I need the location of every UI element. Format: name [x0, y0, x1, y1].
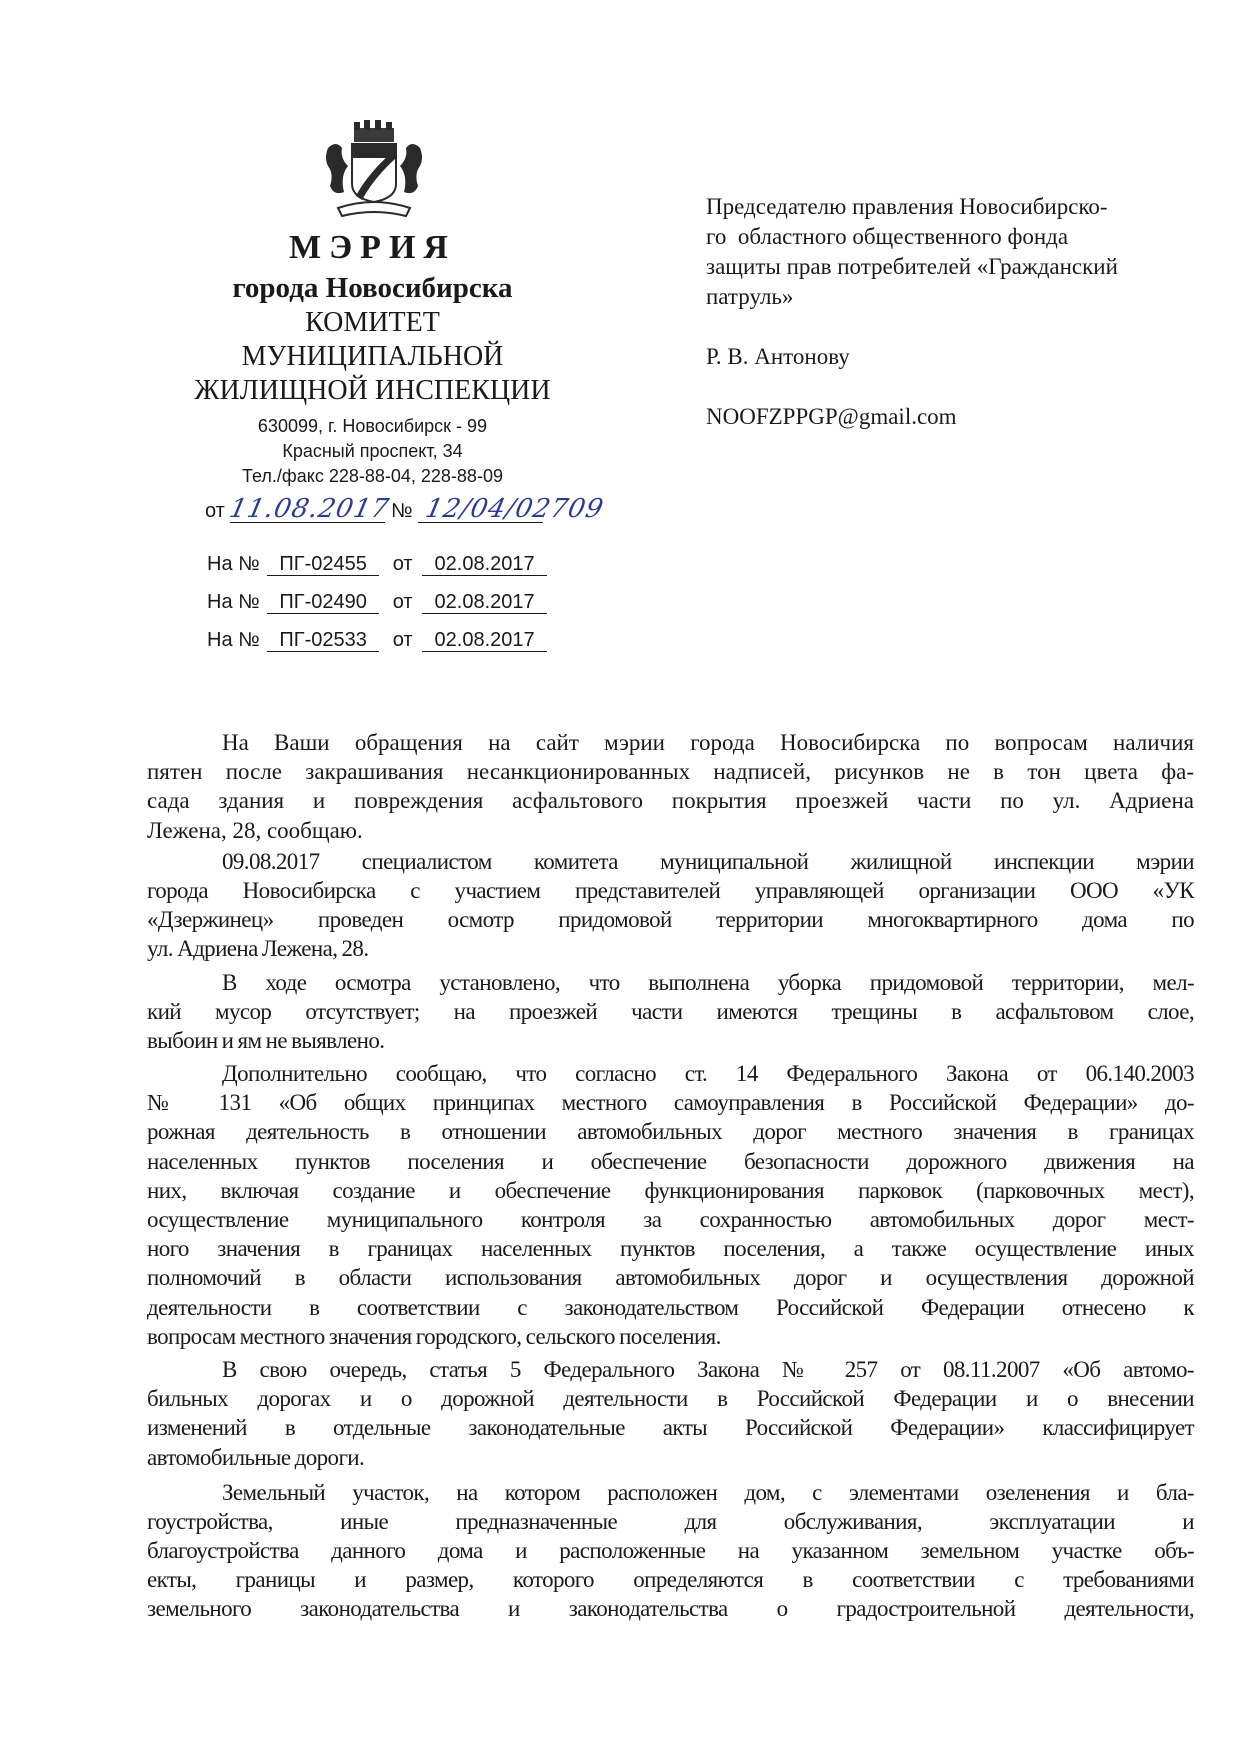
reference-number: ПГ-02533	[267, 629, 379, 652]
body-text-line: деятельности в соответствии с законодательством Российской Федерации отнесено к	[147, 1294, 1194, 1320]
outgoing-number-field	[418, 494, 607, 524]
reference-row	[207, 591, 547, 614]
body-text-line: екты, границы и размер, которого определяются в соответствии с требованиями	[147, 1567, 1194, 1593]
paragraph-first-line: 09.08.2017 специалистом комитета муниципальной жилищной инспекции мэрии	[222, 848, 1194, 874]
coat-of-arms-emblem	[318, 118, 430, 230]
addressee-line: патруль»	[706, 284, 794, 309]
letter-body	[147, 728, 1194, 1624]
body-text-line: города Новосибирска с участием представителей управляющей организации ООО «УК	[147, 877, 1194, 903]
reference-label: На №	[207, 591, 260, 613]
body-text-line: ного значения в границах населенных пунктов поселения, а также осуществление иных	[147, 1236, 1194, 1262]
body-text-line: полномочий в области использования автомобильных дорог и осуществления дорожной	[147, 1265, 1194, 1291]
addressee-block	[706, 192, 1206, 432]
handwritten-number: 12/04/02709	[422, 494, 607, 524]
reference-number: ПГ-02490	[267, 591, 379, 614]
body-text-line: пятен после закрашивания несанкционированных надписей, рисунков не в тон цвета фа-	[147, 759, 1194, 785]
addressee-email[interactable]: NOOFZPPGP@gmail.com	[706, 404, 957, 429]
body-text-line: них, включая создание и обеспечение функционирования парковок (парковочных мест),	[147, 1177, 1194, 1203]
addressee-line: защиты прав потребителей «Гражданский	[706, 254, 1118, 279]
body-text-line: «Дзержинец» проведен осмотр придомовой территории многоквартирного дома по	[147, 907, 1194, 933]
reference-from-label: от	[392, 591, 413, 613]
reference-date: 02.08.2017	[422, 629, 547, 652]
committee-line: МУНИЦИПАЛЬНОЙ	[241, 341, 504, 372]
outgoing-date-field	[227, 494, 393, 524]
body-text-line: осуществление муниципального контроля за сохранностью автомобильных дорог мест-	[147, 1207, 1194, 1232]
outgoing-number-row	[205, 494, 607, 524]
paragraph-first-line: Земельный участок, на котором расположен дом, с элементами озеленения и бла-	[222, 1479, 1194, 1505]
reference-date: 02.08.2017	[422, 553, 547, 576]
address-line: 630099, г. Новосибирск - 99	[257, 416, 488, 436]
address-line: Красный проспект, 34	[282, 441, 463, 461]
body-text-line: вопросам местного значения городского, сельского поселения.	[147, 1323, 721, 1349]
body-text-line: выбоин и ям не выявлено.	[147, 1027, 385, 1053]
mayor-office-title: МЭРИЯ	[289, 229, 456, 266]
paragraph-first-line: В свою очередь, статья 5 Федерального Закона № 257 от 08.11.2007 «Об автомо-	[222, 1356, 1194, 1382]
committee-line: КОМИТЕТ	[305, 307, 440, 338]
reference-label: На №	[207, 553, 260, 575]
phone-line: Тел./факс 228-88-04, 228-88-09	[242, 466, 503, 486]
body-text-line: земельного законодательства и законодательства о градостроительной деятельности,	[147, 1596, 1194, 1622]
body-text-line: благоустройства данного дома и расположенные на указанном земельном участке объ-	[147, 1538, 1194, 1564]
body-text-line: гоустройства, иные предназначенные для обслуживания, эксплуатации и	[147, 1508, 1194, 1534]
body-text-line: № 131 «Об общих принципах местного самоуправления в Российской Федерации» до-	[147, 1090, 1194, 1116]
reference-row	[207, 629, 547, 652]
body-text-line: изменений в отдельные законодательные акты Российской Федерации» классифицирует	[147, 1415, 1194, 1441]
reference-number: ПГ-02455	[267, 553, 379, 576]
paragraph-first-line: На Ваши обращения на сайт мэрии города Новосибирска по вопросам наличия	[222, 730, 1194, 755]
addressee-name: Р. В. Антонову	[706, 344, 850, 369]
body-text-line: кий мусор отсутствует; на проезжей части имеются трещины в асфальтовом слое,	[147, 998, 1194, 1024]
body-text-line: Лежена, 28, сообщаю.	[147, 817, 363, 843]
body-text-line: автомобильные дороги.	[147, 1444, 365, 1470]
body-text-line: населенных пунктов поселения и обеспечение безопасности дорожного движения на	[147, 1148, 1194, 1174]
addressee-line: го областного общественного фонда	[706, 224, 1069, 249]
number-label: №	[390, 500, 413, 522]
handwritten-date: 11.08.2017	[227, 494, 393, 524]
reference-label: На №	[207, 629, 260, 651]
paragraph-first-line: В ходе осмотра установлено, что выполнена уборка придомовой территории, мел-	[222, 969, 1194, 995]
committee-name	[150, 306, 595, 408]
body-text-line: сада здания и повреждения асфальтового покрытия проезжей части по ул. Адриена	[147, 788, 1194, 814]
body-text-line: ул. Адриена Лежена, 28.	[147, 936, 369, 962]
from-label: от	[205, 500, 225, 522]
reference-from-label: от	[392, 629, 413, 651]
reference-from-label: от	[392, 553, 413, 575]
paragraph-first-line: Дополнительно сообщаю, что согласно ст. 14 Федерального Закона от 06.140.2003	[222, 1061, 1194, 1087]
body-text-line: рожная деятельность в отношении автомобильных дорог местного значения в границах	[147, 1119, 1194, 1145]
body-text-line: бильных дорогах и о дорожной деятельности в Российской Федерации и о внесении	[147, 1386, 1194, 1412]
reference-row	[207, 553, 547, 576]
reference-date: 02.08.2017	[422, 591, 547, 614]
committee-line: ЖИЛИЩНОЙ ИНСПЕКЦИИ	[194, 375, 551, 406]
city-title: города Новосибирска	[232, 272, 513, 304]
addressee-line: Председателю правления Новосибирско-	[706, 194, 1108, 219]
